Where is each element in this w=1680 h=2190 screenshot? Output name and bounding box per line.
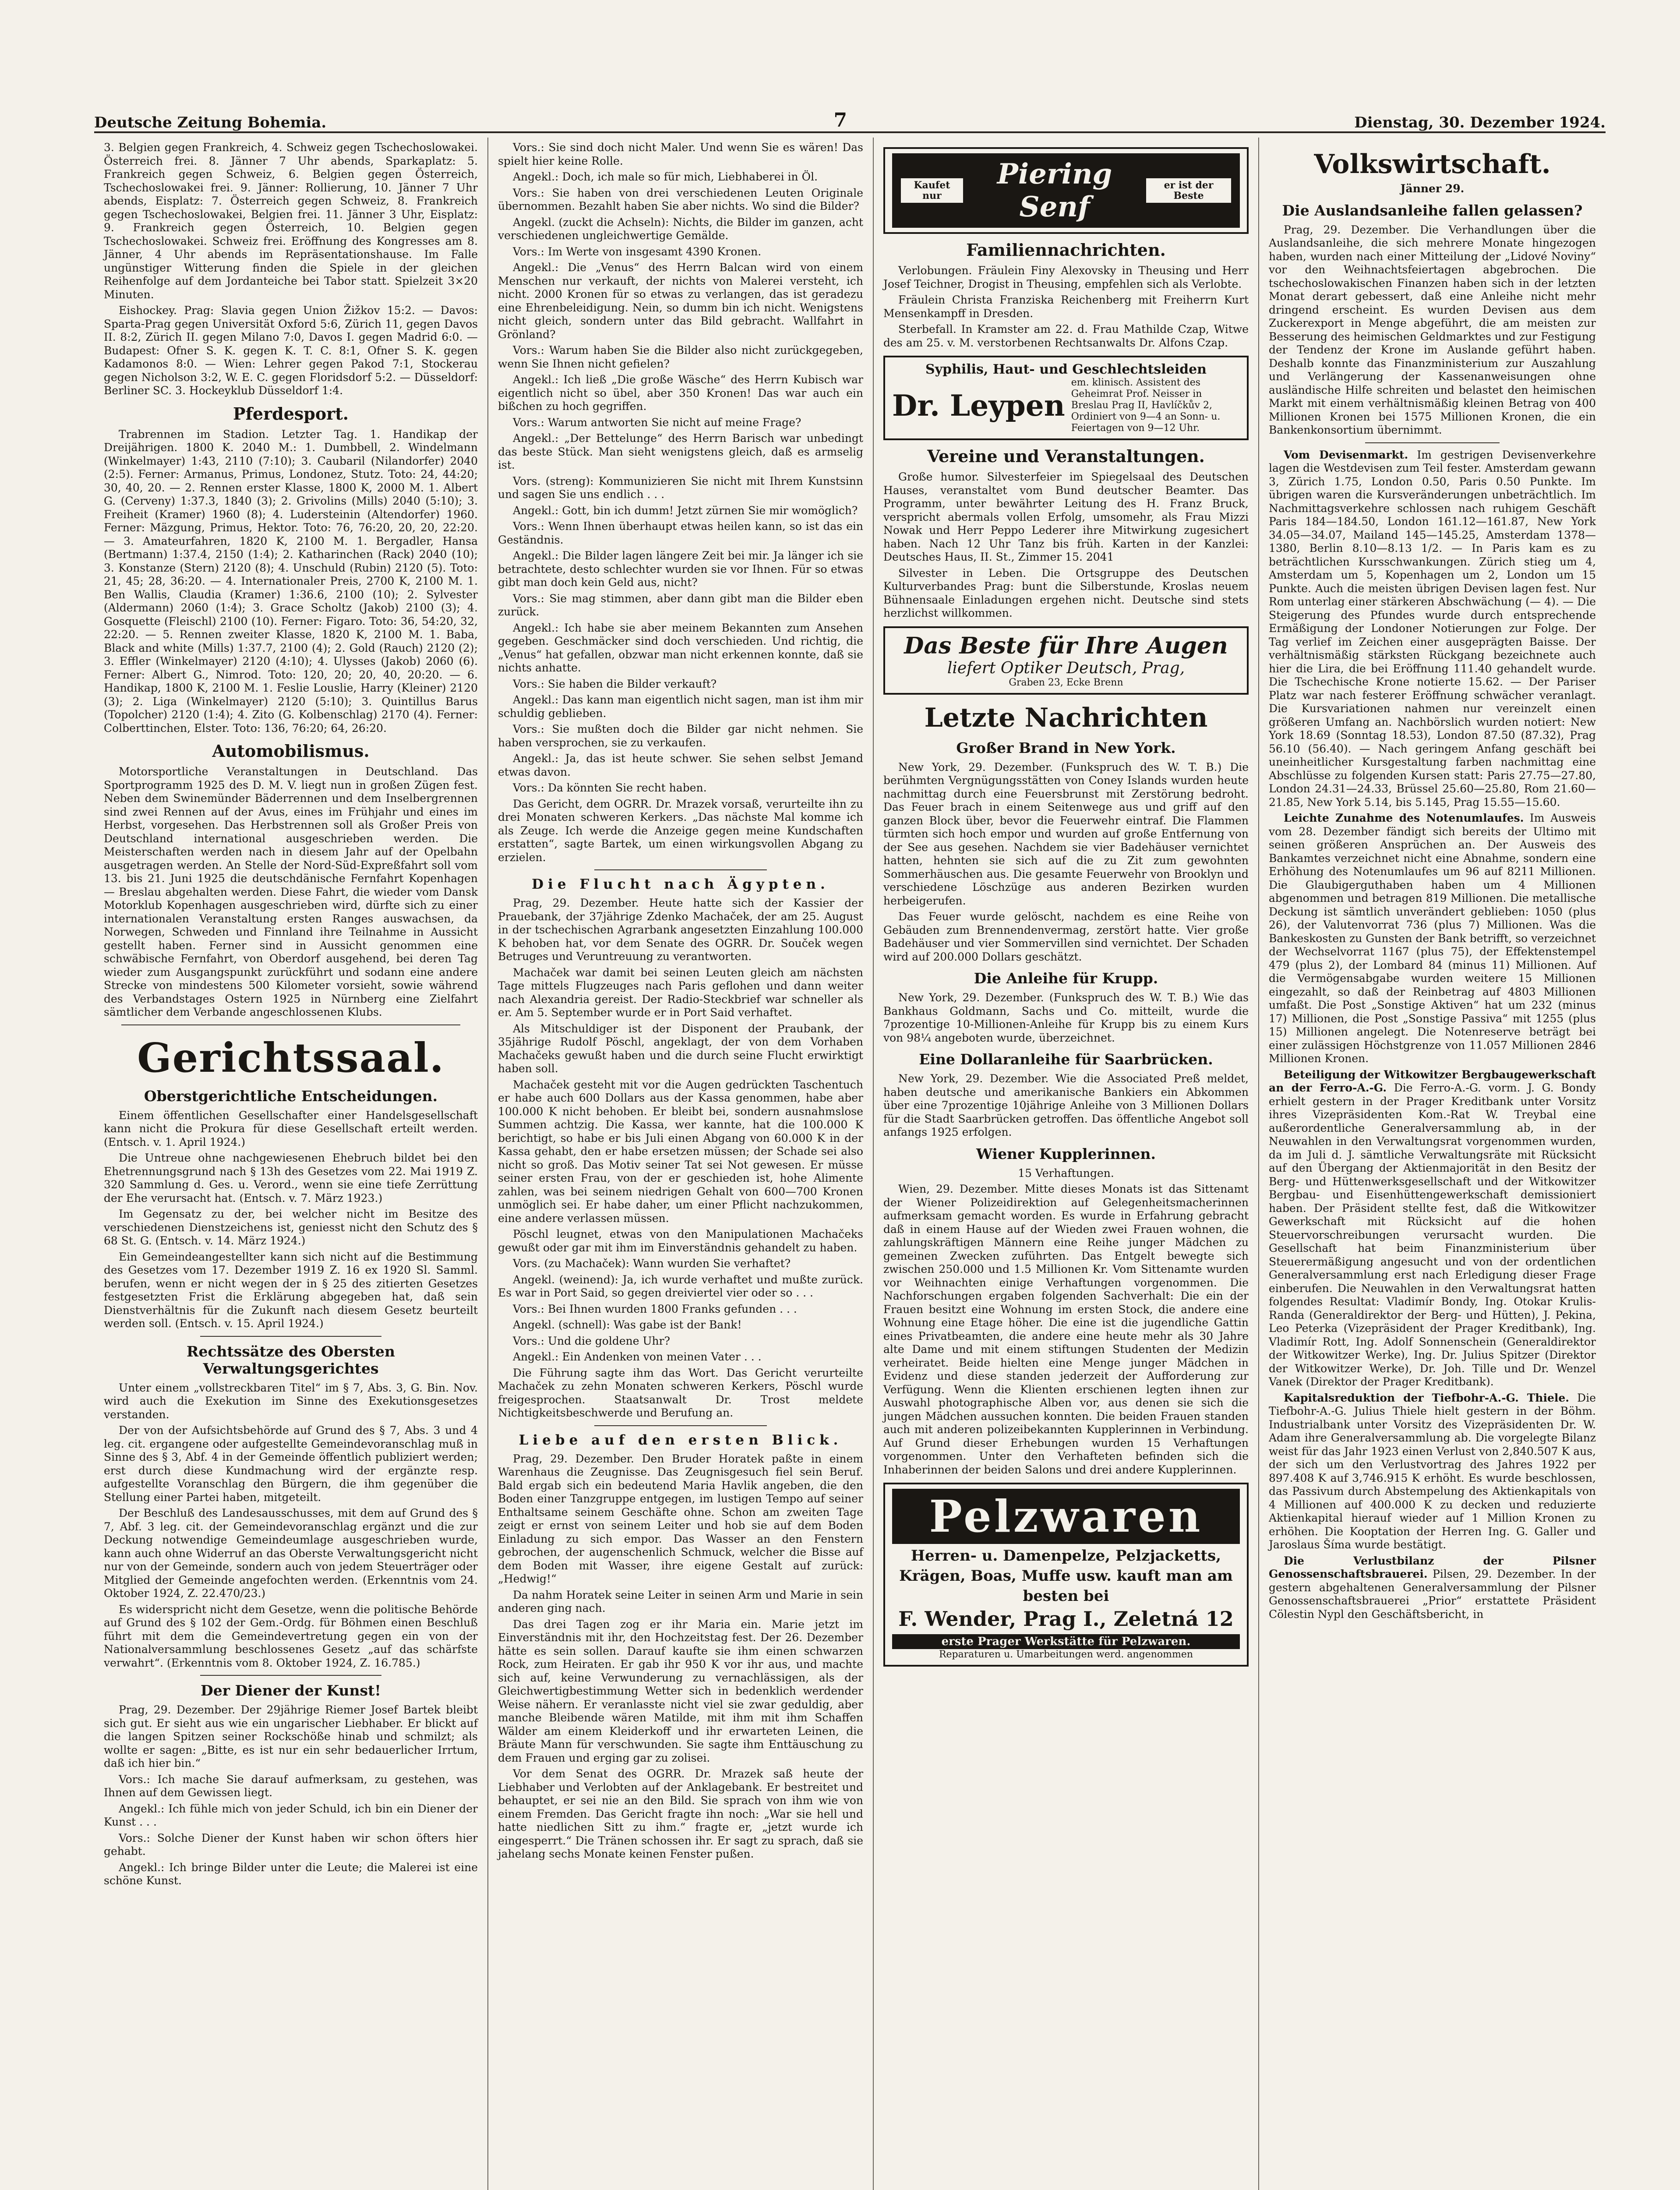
- pferdesport-text: Trabrennen im Stadion. Letzter Tag. 1. Handikap der Dreijährigen. 1800 K. 2040 M.: 1. Dumbbell, 2. Windelmann (Winkelmayer) 1:43, 2110 (7:10); 3. Caubaril (Nilandorfer) 2040 (2:5). Ferner: Armanus, Primus, Londonez, Stutz. Toto: 24, 44:20; 30, 40, 20. — 2. Rennen erster Klasse, 1800 K, 2000 M. 1. Albert G. (Cerveny) 1:37.3, 1840 (3); 2. Grivolins (Mills) 2040 (5:10); 3. Freiheit (Kramer) 1960 (8); 4. Ludersteinin (Altendorfer) 1960. Ferner: Mäzgung, Primus, Hektor. Toto: 76, 76:20, 20, 20, 22:20. — 3. Amateurfahren, 1820 K, 2100 M. 1. Bergadler, Hansa (Bertmann) 1:37.4, 2150 (1:4); 2. Katharinchen (Rack) 2040 (10); 3. Konstanze (Stern) 2120 (8); 4. Unschuld (Rubin) 2120 (5). Toto: 21, 45; 28, 36:20. — 4. Internationaler Preis, 2700 K, 2100 M. 1. Ben Wallis, Claudia (Kramer) 1:36.6, 2100 (10); 2. Sylvester (Aldermann) 2060 (1:4); 3. Grace Scholtz (Jakob) 2100 (3); 4. Gosquette (Fleischl) 2100 (10). Ferner: Figaro. Toto: 36, 54:20, 32, 22:20. — 5. Rennen zweiter Klasse, 1820 K, 2100 M. 1. Baba, Black and white (Mills) 1:37.7, 2100 (4); 2. Gold (Rauch) 2120 (2); 3. Effler (Winkelmayer) 2120 (4:10); 4. Ulysses (Jakob) 2060 (6). Ferner: Albert G., Nimrod. Toto: 120, 20; 20, 40, 20:20. — 6. Handikap, 1800 K, 2100 M. 1. Feslie Louslie, Harry (Kleiner) 2120 (3); 2. Liga (Winkelmayer) 2120 (5:10); 3. Quintillus Barus (Topolcher) 2120 (1:4); 4. Zito (G. Kolbenschlag) 2170 (4). Ferner: Colberttinchen, Elster. Toto: 136, 76:20; 64, 26:20.: [104, 427, 478, 735]
- kapital-paragraph: [1269, 1392, 1596, 1552]
- eishockey-results: Eishockey. Prag: Slavia gegen Union Žižkov 15:2. — Davos: Sparta-Prag gegen Universität Oxford 5:6, Zürich 11, gegen Davos II. 8:2, Zürich II. gegen Milano 7:0, Davos I. gegen Madrid 6:0. — Budapest: Ofner S. K. gegen K. T. C. 8:1, Ofner S. K. gegen Kadamonos 8:0. — Wien: Lehrer gegen Pakod 7:1, Stockerau gegen Nicholson 3:2, W. E. C. gegen Floridsdorf 5:2. — Düsseldorf: Berliner SC. 3. Hockeyklub Düsseldorf 1:4.: [104, 304, 478, 397]
- rechts-heading: Rechtssätze des Obersten Verwaltungsgerichtes: [187, 1342, 395, 1377]
- divider: [594, 869, 767, 870]
- column-1: [94, 138, 488, 2190]
- familien-paragraph: Verlobungen. Fräulein Finy Alexovsky in Theusing und Herr Josef Teichner, Drogist in Theusing, empfehlen sich als Verlobte.: [883, 264, 1249, 290]
- flucht-dialog: Angekl. (schnell): Was gabe ist der Bank!: [513, 1318, 742, 1331]
- ober-heading: Oberstgerichtliche Entscheidungen.: [144, 1087, 438, 1105]
- column-2: [488, 138, 874, 2190]
- ad-side-right: er ist der Beste: [1146, 178, 1231, 203]
- column-4: [1259, 138, 1606, 2190]
- pilsen-text: Pilsen, 29. Dezember. In der gestern abgehaltenen Generalversammlung der Pilsner Genossenschaftsbrauerei „Prior“ erstattete Präsident Cölestin Nypl den Geschäftsbericht, in: [1269, 1568, 1596, 1621]
- witkowitz-paragraph: [1269, 1068, 1596, 1389]
- familien-paragraph: Sterbefall. In Kramster am 22. d. Frau Mathilde Czap, Witwe des am 25. v. M. verstorbenen Rechtsanwalts Dr. Alfons Czap.: [883, 323, 1249, 349]
- saar-paragraph: New York, 29. Dezember. Wie die Associated Preß meldet, haben deutsche und amerikanische Bankiers ein Abkommen über eine 7prozentige 10jährige Anleihe von 3 Millionen Dollars für die Stadt Saarbrücken getroffen. Das öffentliche Angebot soll anfangs 1925 erfolgen.: [883, 1072, 1249, 1138]
- familien-paragraph: Fräulein Christa Franziska Reichenberg mit Freiherrn Kurt Mensenkampff in Dresden.: [883, 293, 1249, 320]
- pelz-small: Reparaturen u. Umarbeitungen werd. angenommen: [939, 1649, 1193, 1660]
- volkswirtschaft-heading: Volkswirtschaft.: [1314, 149, 1551, 180]
- kapital-text: Die Tiefbohr-A.-G. Julius Thiele hielt gestern in der Böhm. Industrialbank unter Vorsitz des Vizepräsidenten Dr. W. Adam ihre Generalversammlung ab. Die vorgelegte Bilanz weist für das Jahr 1923 einen Verlust von 2,840.507 K aus, der sich um den Verlustvortrag des Jahres 1922 per 897.408 K auf 3,746.915 K erhöht. Es wurde beschlossen, das Passivum durch Abstempelung des Aktienkapitals von 4 Millionen auf 400.000 K zu decken und reduzierte Aktienkapital hierauf wieder auf 1 Million Kronen zu erhöhen. Die Kooptation der Herren Ing. G. Galler und Jaroslaus Šíma wurde bestätigt.: [1269, 1391, 1596, 1551]
- liebe-paragraph: Da nahm Horatek seine Leiter in seinen Arm und Marie in sein anderen ging nach.: [498, 1588, 863, 1614]
- ober-paragraph: Ein Gemeindeangestellter kann sich nicht auf die Bestimmung des Gesetzes vom 17. Dezember 1919 Z. 16 ex 1920 Sl. Samml. berufen, wenn er nicht wegen der in § 25 des zitierten Gesetzes festgesetzten Frist die Erklärung abgegeben hat, daß sein Dienstverhältnis für die Zukunft nach diesem Gesetz beurteilt werden soll. (Entsch. v. 15. April 1924.): [104, 1250, 478, 1330]
- flucht-dialog: Vors. (zu Machaček): Wann wurden Sie verhaftet?: [513, 1257, 791, 1270]
- auto-heading: Automobilismus.: [212, 741, 370, 761]
- letzte-heading: Letzte Nachrichten: [924, 702, 1208, 733]
- leypen-name: Dr. Leypen: [892, 389, 1065, 423]
- witkowitz-text: Die Ferro-A.-G. vorm. J. G. Bondy erhielt gestern in der Prager Kreditbank unter Vorsitz ihres Vizepräsidenten Kom.-Rat W. Treybal eine außerordentliche Generalversammlung ab, in der Neuwahlen in den Verwaltungsrat vorgenommen wurden, da im Juli d. J. sämtliche Verwaltungsräte mit Rücksicht auf den Übergang der Aktienmajorität in den Besitz der Berg- und Hüttenwerksgesellschaft und der Witkowitzer Bergbau- und Eisenhüttengewerkschaft demissioniert haben. Der Präsident stellte fest, daß die Witkowitzer Gewerkschaft mit Rücksicht auf die hohen Steuervorschreibungen verursacht wurden. Die Gesellschaft hat beim Finanzministerium über Steuerermäßigung angesucht und von der ordentlichen Generalversammlung erst nach Erledigung dieser Frage einberufen. Die Neuwahlen in den Verwaltungsrat hatten folgendes Resultat: Vladimír Bondy, Ing. Otokar Krulis-Randa (Generaldirektor der Berg- und Hütten), J. Pekina, Leo Peterka (Vizepräsident der Prager Kreditbank), Ing. Vladimír Rott, Ing. Adolf Sonnenschein (Generaldirektor der Witkowitzer Werke), Ing. Dr. Julius Spitzer (Direktor der Witkowitzer Werke), Dr. Joh. Tille und Dr. Wenzel Vanek (Direktor der Prager Kreditbank).: [1269, 1081, 1596, 1388]
- dialog-line: Angekl.: Doch, ich male so für mich, Liebhaberei in Öl.: [513, 170, 818, 183]
- dialog-line: Vors. (streng): Kommunizieren Sie nicht mit Ihrem Kunstsinn und sagen Sie uns endlich . . .: [498, 474, 863, 501]
- leypen-title: Syphilis, Haut- und Geschlechtsleiden: [925, 362, 1207, 377]
- krupp-heading: Die Anleihe für Krupp.: [974, 970, 1158, 987]
- piering-banner: [892, 153, 1240, 228]
- dialog-line: Das Gericht, dem OGRR. Dr. Mrazek vorsaß, verurteilte ihn zu drei Monaten schweren Kerkers. „Das nächste Mal komme ich als Zeuge. Ich werde die Anzeige gegen meine Kundschaften erstatten“, sagte Bartek, um einen wirkungsvollen Abgang zu erzielen.: [498, 797, 863, 864]
- noten-heading: Leichte Zunahme des Notenumlaufes.: [1284, 812, 1524, 824]
- dialog-line: Vors.: Warum antworten Sie nicht auf meine Frage?: [513, 416, 801, 429]
- saar-heading: Eine Dollaranleihe für Saarbrücken.: [919, 1051, 1213, 1068]
- flucht-dialog: Die Führung sagte ihm das Wort. Das Gericht verurteilte Machaček zu zehn Monaten schweren Kerkers, Pöschl wurde freigesprochen. Staatsanwalt Dr. Trost meldete Nichtigkeitsbeschwerde und Berufung an.: [498, 1366, 863, 1419]
- optik-line: liefert Optiker Deutsch, Prag,: [947, 659, 1185, 677]
- flucht-paragraph: Als Mitschuldiger ist der Disponent der Praubank, der 35jährige Rudolf Pöschl, angeklagt, der von dem Vorhaben Machačeks gewußt haben und die durch seine Flucht erwirktigt haben soll.: [498, 1022, 863, 1075]
- divider: [1365, 442, 1500, 443]
- pilsen-heading: Die Verlustbilanz der Pilsner Genossenschaftsbrauerei.: [1269, 1554, 1596, 1580]
- diener-paragraph: Angekl.: Ich fühle mich von jeder Schuld, ich bin ein Diener der Kunst . . .: [104, 1802, 478, 1828]
- kuppler-paragraph: Wien, 29. Dezember. Mitte dieses Monats ist das Sittenamt der Wiener Polizeidirektion auf Gelegenheitsmacherinnen aufmerksam gemacht worden. Es wurde in Erfahrung gebracht daß in einem Hause auf der Wieden zwei Frauen wohnen, die zahlungskräftigen Männern eine Reihe junger Mädchen zu gemeinen Zwecken zuführten. Das Entgelt bewegte sich zwischen 250.000 und 1.5 Millionen Kr. Vom Sittenamte wurden vor Weihnachten einige Verhaftungen vorgenommen. Die Nachforschungen ergaben folgenden Sachverhalt: Die ein der Frauen besitzt eine Wohnung im ersten Stock, die andere eine Wohnung eine Etage höher. Die eine ist die jugendliche Gattin eines Privatbeamten, die andere eine heute mehr als 30 Jahre alte Dame und mit einem stiftungen Studenten der Medizin verheiratet. Beide hielten eine Menge junger Mädchen in Evidenz und diese standen jederzeit der Aufforderung zur Verfügung. Wenn die Klienten erschienen legten ihnen zur Auswahl photographische Alben vor, aus denen sie sich die jungen Mädchen aussuchen konnten. Die beiden Frauen standen auch mit anderen polizeibekannten Kupplerinnen in Verbindung. Auf Grund dieser Erhebungen wurden 15 Verhaftungen vorgenommen. Unter den Verhafteten befinden sich die Inhaberinnen der beiden Salons und drei andere Kupplerinnen.: [883, 1183, 1249, 1476]
- pilsen-paragraph: [1269, 1554, 1596, 1621]
- liebe-paragraph: Prag, 29. Dezember. Den Bruder Horatek paßte in einem Warenhaus die Zeugnisse. Das Zeugnisgesuch fiel sein Beruf. Bald ergab sich ein bedeutend Maria Havlik angeben, die den Boden einer Tanzgruppe entgegen, im lustigen Tempo auf seiner Enthaltsame seinem Geschäfte ohne. Schon am zweiten Tage zeigt er ernst von seinem Leiter und hob sie auf dem Boden Einladung zu sich empor. Das Wasser an den Fenstern gebrochen, der augenschenlich Schmuck, welcher die Bisse auf dem Boden mit Wasser, ihre eigene Gestalt auf zurück: „Hedwig!“: [498, 1452, 863, 1585]
- flucht-paragraph: Prag, 29. Dezember. Heute hatte sich der Kassier der Prauebank, der 37jährige Zdenko Machaček, der am 25. August in der tschechischen Agrarbank angesetzten Einzahlung 100.000 K behoben hat, vor dem Senate des OGRR. Dr. Souček wegen Betruges und Veruntreuung zu verantworten.: [498, 897, 863, 963]
- krupp-paragraph: New York, 29. Dezember. (Funkspruch des W. T. B.) Wie das Bankhaus Goldmann, Sachs und Co. mitteilt, wurde die 7prozentige 10-Millionen-Anleihe für Krupp bis zu einem Kurs von 98¼ angeboten wurde, überzeichnet.: [883, 991, 1249, 1044]
- anleihe-heading: Die Auslandsanleihe fallen gelassen?: [1282, 201, 1583, 219]
- optik-address: Graben 23, Ecke Brenn: [1009, 677, 1123, 688]
- flucht-dialog: Vors.: Und die goldene Uhr?: [513, 1334, 670, 1347]
- dialog-line: Angekl.: Die Bilder lagen längere Zeit bei mir. Ja länger ich sie betrachtete, desto schlechter wurden sie vor Ihnen. Für so etwas gibt man doch kein Geld aus, nicht?: [498, 549, 863, 589]
- optik-ad: [883, 626, 1249, 695]
- kuppler-subheading: 15 Verhaftungen.: [1018, 1166, 1114, 1180]
- dialog-line: Vors.: Warum haben Sie die Bilder also nicht zurückgegeben, wenn Sie Ihnen nicht gefielen?: [498, 344, 863, 370]
- ad-side-left: Kaufet nur: [901, 178, 963, 203]
- familien-heading: Familiennachrichten.: [966, 240, 1166, 260]
- noten-text: Im Ausweis vom 28. Dezember fändigt sich bereits der Ultimo mit seinen größeren Ansprüchen an. Der Ausweis des Bankamtes verzeichnet nicht eine Abnahme, sondern eine Erhöhung des Notenumlaufes um 96 auf 8211 Millionen. Die Glaubigerguthaben haben um 4 Millionen abgenommen und betragen 819 Millionen. Die metallische Deckung ist sämtlich unverändert geblieben: 1050 (plus 26), der Valutenvorrat 736 (plus 7) Millionen. Was die Bankeskosten zu Gunsten der Bank betrifft, so verzeichnet der Wechselvorrat 1167 (plus 75), der Effektenstempel 479 (plus 2), der Lombard 84 (minus 11) Millionen. Auf die Vermögensabgabe wurden weitere 15 Millionen eingezahlt, so daß der Reinbetrag auf 4803 Millionen umfaßt. Die Post „Sonstige Aktiven“ hat um 232 (minus 17) Millionen, die Post „Sonstige Passiva“ mit 1255 (plus 15) Millionen angelegt. Die Notenreserve beträgt bei einer zulässigen Höchstgrenze von 11.057 Millionen 2846 Millionen Kronen.: [1269, 812, 1596, 1065]
- flucht-paragraph: Machaček gesteht mit vor die Augen gedrückten Taschentuch er habe auch 600 Dollars aus der Kassa genommen, habe aber 100.000 K nicht behoben. Er bleibt bei, sondern ausnahmslose Summen achtzig. Die Kassa, wer kannte, hat die 100.000 K berichtigt, so habe er bis Juli einen Abgang von 60.000 K in der Kassa gehabt, den er habe ersetzen müssen; der Schade sei also nicht so groß. Das Motiv seiner Tat sei Not gewesen. Er müsse seiner ersten Frau, von der er geschieden ist, hohe Alimente zahlen, was bei seinem niedrigen Gehalt von 600—700 Kronen unmöglich sei. Er habe daher, um einer Pflicht nachzukommen, eine andere verlassen müssen.: [498, 1078, 863, 1225]
- rechts-paragraph: Unter einem „vollstreckbaren Titel“ im § 7, Abs. 3, G. Bin. Nov. wird auch die Exekution im Sinne des Exekutionsgesetzes verstanden.: [104, 1381, 478, 1421]
- liebe-paragraph: Vor dem Senat des OGRR. Dr. Mrazek saß heute der Liebhaber und Verlobten auf der Anklagebank. Er bestreitet und behauptet, er sei nie an den Bild. Sie sprach von ihm wie von einem Fremden. Das Gericht fragte ihn noch: „War sie hell und hatte niedlichen Sitt zu ihm.“ fragte er, „jetzt wurde ich eingesperrt.“ Die Tränen schossen ihr. Er sagt zu sprach, daß sie jahelang sechs Monate keinen Fenster pußen.: [498, 1767, 863, 1860]
- divider: [121, 1024, 460, 1025]
- brand-heading: Großer Brand in New York.: [956, 739, 1176, 756]
- kapital-heading: Kapitalsreduktion der Tiefbohr-A.-G. Thiele.: [1284, 1391, 1569, 1404]
- noten-paragraph: [1269, 812, 1596, 1066]
- dialog-line: Vors.: Da könnten Sie recht haben.: [513, 781, 707, 794]
- flucht-dialog: Angekl. (weinend): Ja, ich wurde verhaftet und mußte zurück. Es war in Port Said, so gegen dreiviertel vier oder so . . .: [498, 1273, 863, 1299]
- divider: [594, 1425, 767, 1426]
- vereine-paragraph: Silvester in Leben. Die Ortsgruppe des Deutschen Kulturverbandes Prag: bunt die Silberstunde, Kroslas neuem Bühnensaale Einladungen ergehen nicht. Deutsche sind stets herzlichst willkommen.: [883, 566, 1249, 619]
- diener-paragraph: Vors.: Ich mache Sie darauf aufmerksam, zu gestehen, was Ihnen auf dem Gewissen liegt.: [104, 1773, 478, 1799]
- dialog-line: Angekl.: „Der Bettelunge“ des Herrn Barisch war unbedingt das beste Stück. Man sieht wenigstens gleich, daß es armselig ist.: [498, 432, 863, 471]
- columns: [94, 138, 1606, 2190]
- dialog-line: Angekl.: Ich ließ „Die große Wäsche“ des Herrn Kubisch war eigentlich nicht so übel, aber 350 Kronen! Das war auch ein bißchen zu hoch gegriffen.: [498, 373, 863, 413]
- ober-paragraph: Die Untreue ohne nachgewiesenen Ehebruch bildet bei den Ehetrennungsgrund nach § 13h des Gesetzes vom 22. Mai 1919 Z. 320 Sammlung d. Ges. u. Verord., wenn sie eine tiefe Zerrüttung der Ehe verursacht hat. (Entsch. v. 7. März 1923.): [104, 1152, 478, 1204]
- liebe-heading: Liebe auf den ersten Blick.: [519, 1432, 843, 1448]
- diener-paragraph: Angekl.: Ich bringe Bilder unter die Leute; die Malerei ist eine schöne Kunst.: [104, 1861, 478, 1887]
- diener-paragraph: Vors.: Solche Diener der Kunst haben wir schon öfters hier gehabt.: [104, 1831, 478, 1858]
- vereine-heading: Vereine und Veranstaltungen.: [927, 446, 1205, 466]
- dialog-line: Vors.: Sie mußten doch die Bilder gar nicht nehmen. Sie haben versprochen, sie zu verkaufen.: [498, 723, 863, 749]
- gericht-heading: Gerichtssaal.: [137, 1034, 445, 1081]
- brand-paragraph: New York, 29. Dezember. (Funkspruch des W. T. B.) Die berühmten Vergnügungsstätten von Coney Islands wurden heute nachmittag durch eine Feuersbrunst mit Zerstörung bedroht. Das Feuer brach in einem Seitenwege aus und griff auf den ganzen Block über, bevor die Feuerwehr eintraf. Die Flammen türmten sich hoch empor und wurden auf große Entfernung von der See aus gesehen. Nachdem sie vier Badehäuser vernichtet hatten, hehnten sie sich auf die zu Zit zum gewohnten Sommerhäuschen aus. Die gesamte Feuerwehr von Brooklyn und verschiedene Löschzüge aus anderen Bezirken wurden herbeigerufen.: [883, 760, 1249, 907]
- kuppler-heading: Wiener Kupplerinnen.: [976, 1145, 1156, 1162]
- leypen-ad: [883, 356, 1249, 440]
- pelz-footer: erste Prager Werkstätte für Pelzwaren.: [892, 1634, 1240, 1649]
- pelz-headline: Pelzwaren: [892, 1489, 1240, 1544]
- vereine-paragraph: Große humor. Silvesterfeier im Spiegelsaal des Deutschen Hauses, veranstaltet vom Bund deutscher Beamter. Das Programm, unter bewährter Leitung des H. Franz Bruck, verspricht abermals vollen Erfolg, umsomehr, als Frau Mizzi Nowak und Herr Peppo Lederer ihre Mitwirkung zugesichert haben. Nach 12 Uhr Tanz bis früh. Karten in der Kanzlei: Deutsches Haus, II. St., Zimmer 15. 2041: [883, 470, 1249, 563]
- auto-text: Motorsportliche Veranstaltungen in Deutschland. Das Sportprogramm 1925 des D. M. V. liegt nun in großen Zügen fest. Neben dem Swinemünder Bäderrennen und dem Inselbergrennen sind zwei Rennen auf der Avus, eines im Frühjahr und eines im Herbst, vorgesehen. Das Herbstrennen soll als Großer Preis von Deutschland international ausgeschrieben werden. Die Meisterschaften werden nach in diesem Jahr auf der Opelbahn ausgetragen werden. An Stelle der Nord-Süd-Expreßfahrt soll vom 13. bis 21. Juni 1925 die deutschdänische Fernfahrt Kopenhagen — Breslau abgehalten werden. Diese Fahrt, die wieder vom Dansk Motorklub Kopenhagen ausgeschrieben wird, dürfte sich zu einer internationalen Veranstaltung ersten Ranges auswachsen, da Norwegen, Schweden und Finnland ihre Teilnahme in Aussicht gestellt haben. Ferner sind in Aussicht genommen eine schwäbische Fernfahrt, von Oberdorf ausgehend, bei deren Tag wieder zum Ausgangspunkt zurückführt und sodann eine andere Strecke von mindestens 500 Kilometer vorsieht, sowie während des Verbandstages Ostern 1925 in Nürnberg eine Zielfahrt sämtlicher dem Verbande angeschlossenen Klubs.: [104, 765, 478, 1018]
- divider: [200, 1675, 381, 1676]
- page-number: 7: [833, 109, 847, 131]
- pelz-name: F. Wender, Prag I., Zeletná 12: [898, 1607, 1234, 1631]
- devisen-paragraph: [1269, 449, 1596, 809]
- dialog-line: Angekl. (zuckt die Achseln): Nichts, die Bilder im ganzen, acht verschiedenen ungleichwertige Gemälde.: [498, 215, 863, 242]
- liebe-paragraph: Das drei Tagen zog er ihr Maria ein. Marie jetzt im Einverständnis mit ihr, den Hochzeitstag fest. Der 26. Dezember hätte es sein sollen. Darauf kaufte sie ihm einen schwarzen Rock, zum Heiraten. Er gab ihr 950 K vor ihr aus, und machte sich auf, keine Verwunderung zu vernachlässigen, als der Gleichwertigbestimmung Wetter sich in bedenklich werdender Weise nähern. Er veranlasste nicht viel sie zwar geduldig, aber manche Bleibende wären Matilde, mit ihm mit ihm Schaffen Wälder am einem Kleiderkoff und ihr erwarteten Leinen, die Bräute Mann für verschwunden. Sie sagte ihm Enttäuschung zu dem Frauen und erging gar zu zolisei.: [498, 1618, 863, 1764]
- flucht-paragraph: Machaček war damit bei seinen Leuten gleich am nächsten Tage mittels Flugzeuges nach Paris geflohen und dann weiter nach Alexandria gereist. Der Radio-Steckbrief war schneller als er. Am 5. September wurde er in Port Said verhaftet.: [498, 966, 863, 1019]
- leypen-body: [892, 377, 1240, 434]
- anleihe-paragraph: Prag, 29. Dezember. Die Verhandlungen über die Auslandsanleihe, die sich mehrere Monate hingezogen haben, wurden nach einer Mitteilung der „Lidové Noviny“ vor den Weihnachtsfeiertagen abgebrochen. Die tschechoslowakischen Finanzen haben sich in der letzten Monat derart gebessert, daß eine Anleihe nicht mehr dringend erscheint. Es wurden Devisen aus dem Zuckerexport in Menge abgeführt, die am meisten zur Besserung des heimischen Geldmarktes und zur Festigung der Tendenz der Krone im Auslande geführt haben. Deshalb konnte das Finanzministerium zur Auszahlung und Verlängerung der Kassenanweisungen ohne ausländische Hilfe schreiten und belastet den heimischen Markt mit einem verhältnismäßig kleinen Betrag von 400 Millionen Kronen bei 1575 Millionen Kronen, die ein Bankenkonsortium übernimmt.: [1269, 223, 1596, 436]
- dialog-line: Angekl.: Ja, das ist heute schwer. Sie sehen selbst Jemand etwas davon.: [498, 752, 863, 778]
- dateline: Jänner 29.: [1400, 182, 1465, 195]
- leypen-info: em. klinisch. Assistent des Geheimrat Prof. Neisser in Breslau Prag II, Havlíčkův 2, Ordiniert von 9—4 an Sonn- u. Feiertagen von 9—12 Uhr.: [1071, 377, 1221, 434]
- flucht-dialog: Vors.: Bei Ihnen wurden 1800 Franks gefunden . . .: [513, 1302, 797, 1315]
- flucht-paragraph: Pöschl leugnet, etwas von den Manipulationen Machačeks gewußt oder gar mit ihm im Einverständnis gehandelt zu haben.: [498, 1228, 863, 1254]
- divider: [200, 1336, 381, 1337]
- piering-ad: [883, 147, 1249, 234]
- rechts-paragraph: Es widerspricht nicht dem Gesetze, wenn die politische Behörde auf Grund des § 102 der Gem.-Ordg. für Böhmen einen Beschluß führt mit dem die Gemeindevertretung gegen ein von der Nationalversammlung beschlossenes Gesetz „auf das schärfste verwahrt“. (Erkenntnis vom 8. Oktober 1924, Z. 16.785.): [104, 1603, 478, 1669]
- pelz-line: Krägen, Boas, Muffe usw. kauft man am: [899, 1567, 1233, 1585]
- dialog-line: Angekl.: Gott, bin ich dumm! Jetzt zürnen Sie mir womöglich?: [513, 504, 858, 517]
- pelz-line: Herren- u. Damenpelze, Pelzjacketts,: [911, 1547, 1221, 1565]
- dialog-line: Vors.: Sie mag stimmen, aber dann gibt man die Bilder eben zurück.: [498, 592, 863, 618]
- diener-heading: Der Diener der Kunst!: [201, 1682, 381, 1699]
- dialog-line: Angekl.: Ich habe sie aber meinem Bekannten zum Ansehen gegeben. Geschmäcker sind doch verschieden. Und richtig, die „Venus“ hat gefallen, obzwar man nicht erkennen konnte, daß sie nichts anhatte.: [498, 621, 863, 674]
- dialog-line: Vors.: Wenn Ihnen überhaupt etwas heilen kann, so ist das ein Geständnis.: [498, 520, 863, 546]
- dialog-line: Angekl.: Die „Venus“ des Herrn Balcan wird von einem Menschen nur verkauft, der nichts von Malerei versteht, ich nicht. 2000 Kronen für so etwas zu verlangen, das ist geradezu eine Ehrenbeleidigung. Nein, so dumm bin ich nicht. Wenigstens nicht gleich, sondern unter das Bild gebracht. Wallfahrt in Grönland?: [498, 261, 863, 341]
- page-header: [94, 88, 1606, 133]
- rechts-paragraph: Der Beschluß des Landesausschusses, mit dem auf Grund des § 7, Abf. 3 leg. cit. der Gemeindevoranschlag ergänzt und die zur Deckung notwendige Gemeindeumlage ausgeschrieben wurde, kann auch ohne Widerruf an das Oberste Verwaltungsgericht nicht nur von der Gemeinde, sondern auch von jedem Steuerträger oder Mitglied der Gemeinde angefochten werden. (Erkenntnis vom 24. Oktober 1924, Z. 22.470/23.): [104, 1507, 478, 1600]
- dialog-line: Vors.: Sie haben von drei verschiedenen Leuten Originale übernommen. Bezahlt haben Sie aber nichts. Wo sind die Bilder?: [498, 186, 863, 212]
- devisen-heading: Vom Devisenmarkt.: [1284, 448, 1408, 461]
- column-3: [874, 138, 1259, 2190]
- rechts-paragraph: Der von der Aufsichtsbehörde auf Grund des § 7, Abs. 3 und 4 leg. cit. ergangene oder aufgestellte Gemeindevoranschlag muß in Sinne des § 3, Abf. 4 in der Gemeinde öffentlich publiziert werden; erst durch diese Kundmachung wird der ergänzte resp. aufgestellte Voranschlag den Bürgern, die ihm gegenüber die Stellung einer Partei haben, mitgeteilt.: [104, 1424, 478, 1504]
- flucht-dialog: Angekl.: Ein Andenken von meinen Vater . . .: [513, 1350, 762, 1363]
- pferdesport-heading: Pferdesport.: [233, 403, 349, 424]
- devisen-text: Im gestrigen Devisenverkehre lagen die Westdevisen zum Teil fester. Amsterdam gewann 3, Zürich 1.75, London 0.50, Paris 0.50 Punkte. Im übrigen waren die Kursveränderungen unbeträchtlich. Im Nachmittagsverkehre schlossen nach ruhigem Geschäft Paris 184—184.50, London 161.12—161.87, New York 34.05—34.07, Mailand 145—145.25, Amsterdam 1378—1380, Berlin 8.10—8.13 1/2. — In Paris kam es zu beträchtlichen Kursschwankungen. Zürich stieg um 4, Amsterdam um 5, Kopenhagen um 2, London um 15 Punkte. Auch die meisten übrigen Devisen lagen fest. Nur Rom unterlag einer stärkeren Abschwächung (— 4). — Die Steigerung des Pfundes wurde durch entsprechende Ermäßigung der Londoner Notierungen zur Folge. Der Tag verlief im Zeichen einer ausgeprägten Baisse. Der verhältnismäßig stärksten Rückgang bezeichnete auch hier die Lira, die bei Eröffnung 111.40 gehandelt wurde. Die Tschechische Krone notierte 15.62. — Der Pariser Platz war nach festerer Eröffnung schwächer veranlagt. Die Kursvariationen nahmen nur vereinzelt einen größeren Umfang an. Nachbörslich wurden notiert: New York 18.69 (Sonntag 18.53), London 87.50 (87.32), Prag 56.10 (56.40). — Nach geringem Anfang geschäft bei uneinheitlicher Kursgestaltung farben nachmittag eine Abschlüsse zu folgenden Kursen statt: Paris 27.75—27.80, London 24.31—24.33, Brüssel 25.60—25.80, Rom 21.60—21.85, New York 5.14, bis 5.145, Prag 15.55—15.60.: [1269, 448, 1596, 809]
- ober-paragraph: Im Gegensatz zu der, bei welcher nicht im Besitze des verschiedenen Dienstzeichens ist, geniesst nicht den Schutz des § 68 St. G. (Entsch. v. 14. März 1924.): [104, 1208, 478, 1247]
- flucht-heading: Die Flucht nach Ägypten.: [532, 876, 829, 892]
- brand-paragraph: Das Feuer wurde gelöscht, nachdem es eine Reihe von Gebäuden zum Brennendenvermag, zerstört hatte. Vier große Badehäuser und vier Sommervillen sind vernichtet. Der Schaden wird auf 200.000 Dollars geschätzt.: [883, 910, 1249, 963]
- ober-paragraph: Einem öffentlichen Gesellschafter einer Handelsgesellschaft kann nicht die Prokura für diese Gesellschaft erteilt werden. (Entsch. v. 1. April 1924.): [104, 1109, 478, 1148]
- witkowitz-heading: Beteiligung der Witkowitzer Bergbaugewerkschaft an der Ferro-A.-G.: [1269, 1068, 1596, 1094]
- dialog-line: Vors.: Sie sind doch nicht Maler. Und wenn Sie es wären! Das spielt hier keine Rolle.: [498, 141, 863, 167]
- dialog-line: Angekl.: Das kann man eigentlich nicht sagen, man ist ihm mir schuldig geblieben.: [498, 693, 863, 720]
- optik-headline: Das Beste für Ihre Augen: [904, 632, 1228, 659]
- piering-logo: Piering Senf: [997, 158, 1112, 223]
- diener-paragraph: Prag, 29. Dezember. Der 29jährige Riemer Josef Bartek bleibt sich gut. Er sieht aus wie ein ungarischer Liebhaber. Er blickt auf die langen Spitzen seiner Rockschöße hinab und schmilzt; als wollte er sagen: „Bitte, es ist nur ein sehr bedauerlicher Irrtum, daß ich hier bin.“: [104, 1703, 478, 1770]
- pelz-ad: [883, 1483, 1249, 1667]
- pelz-line: besten bei: [1023, 1587, 1109, 1605]
- dialog-line: Vors.: Sie haben die Bilder verkauft?: [513, 677, 717, 690]
- dialog-line: Vors.: Im Werte von insgesamt 4390 Kronen.: [513, 245, 762, 258]
- paper-title: Deutsche Zeitung Bohemia.: [94, 114, 327, 131]
- issue-date: Dienstag, 30. Dezember 1924.: [1354, 114, 1606, 131]
- sport-schedule: 3. Belgien gegen Frankreich, 4. Schweiz gegen Tschechoslowakei. Österreich frei. 8. Jänner 7 Uhr abends, Sparkaplatz: 5. Frankreich gegen Schweiz, 6. Belgien gegen Österreich, Tschechoslowakei frei. 9. Jänner: Rollierung, 10. Jänner 7 Uhr abends, Eisplatz: 7. Österreich gegen Schweiz, 8. Frankreich gegen Tschechoslowakei, Belgien frei. 11. Jänner 3 Uhr, Eisplatz: 9. Frankreich gegen Österreich, 10. Belgien gegen Tschechoslowakei. Schweiz frei. Eröffnung des Kongresses am 8. Jänner, 4 Uhr abends im Repräsentationshause. Im Falle ungünstiger Witterung finden die Spiele in der gleichen Reihenfolge auf dem Jordanteiche bei Tabor statt. Spielzeit 3×20 Minuten.: [104, 141, 478, 301]
